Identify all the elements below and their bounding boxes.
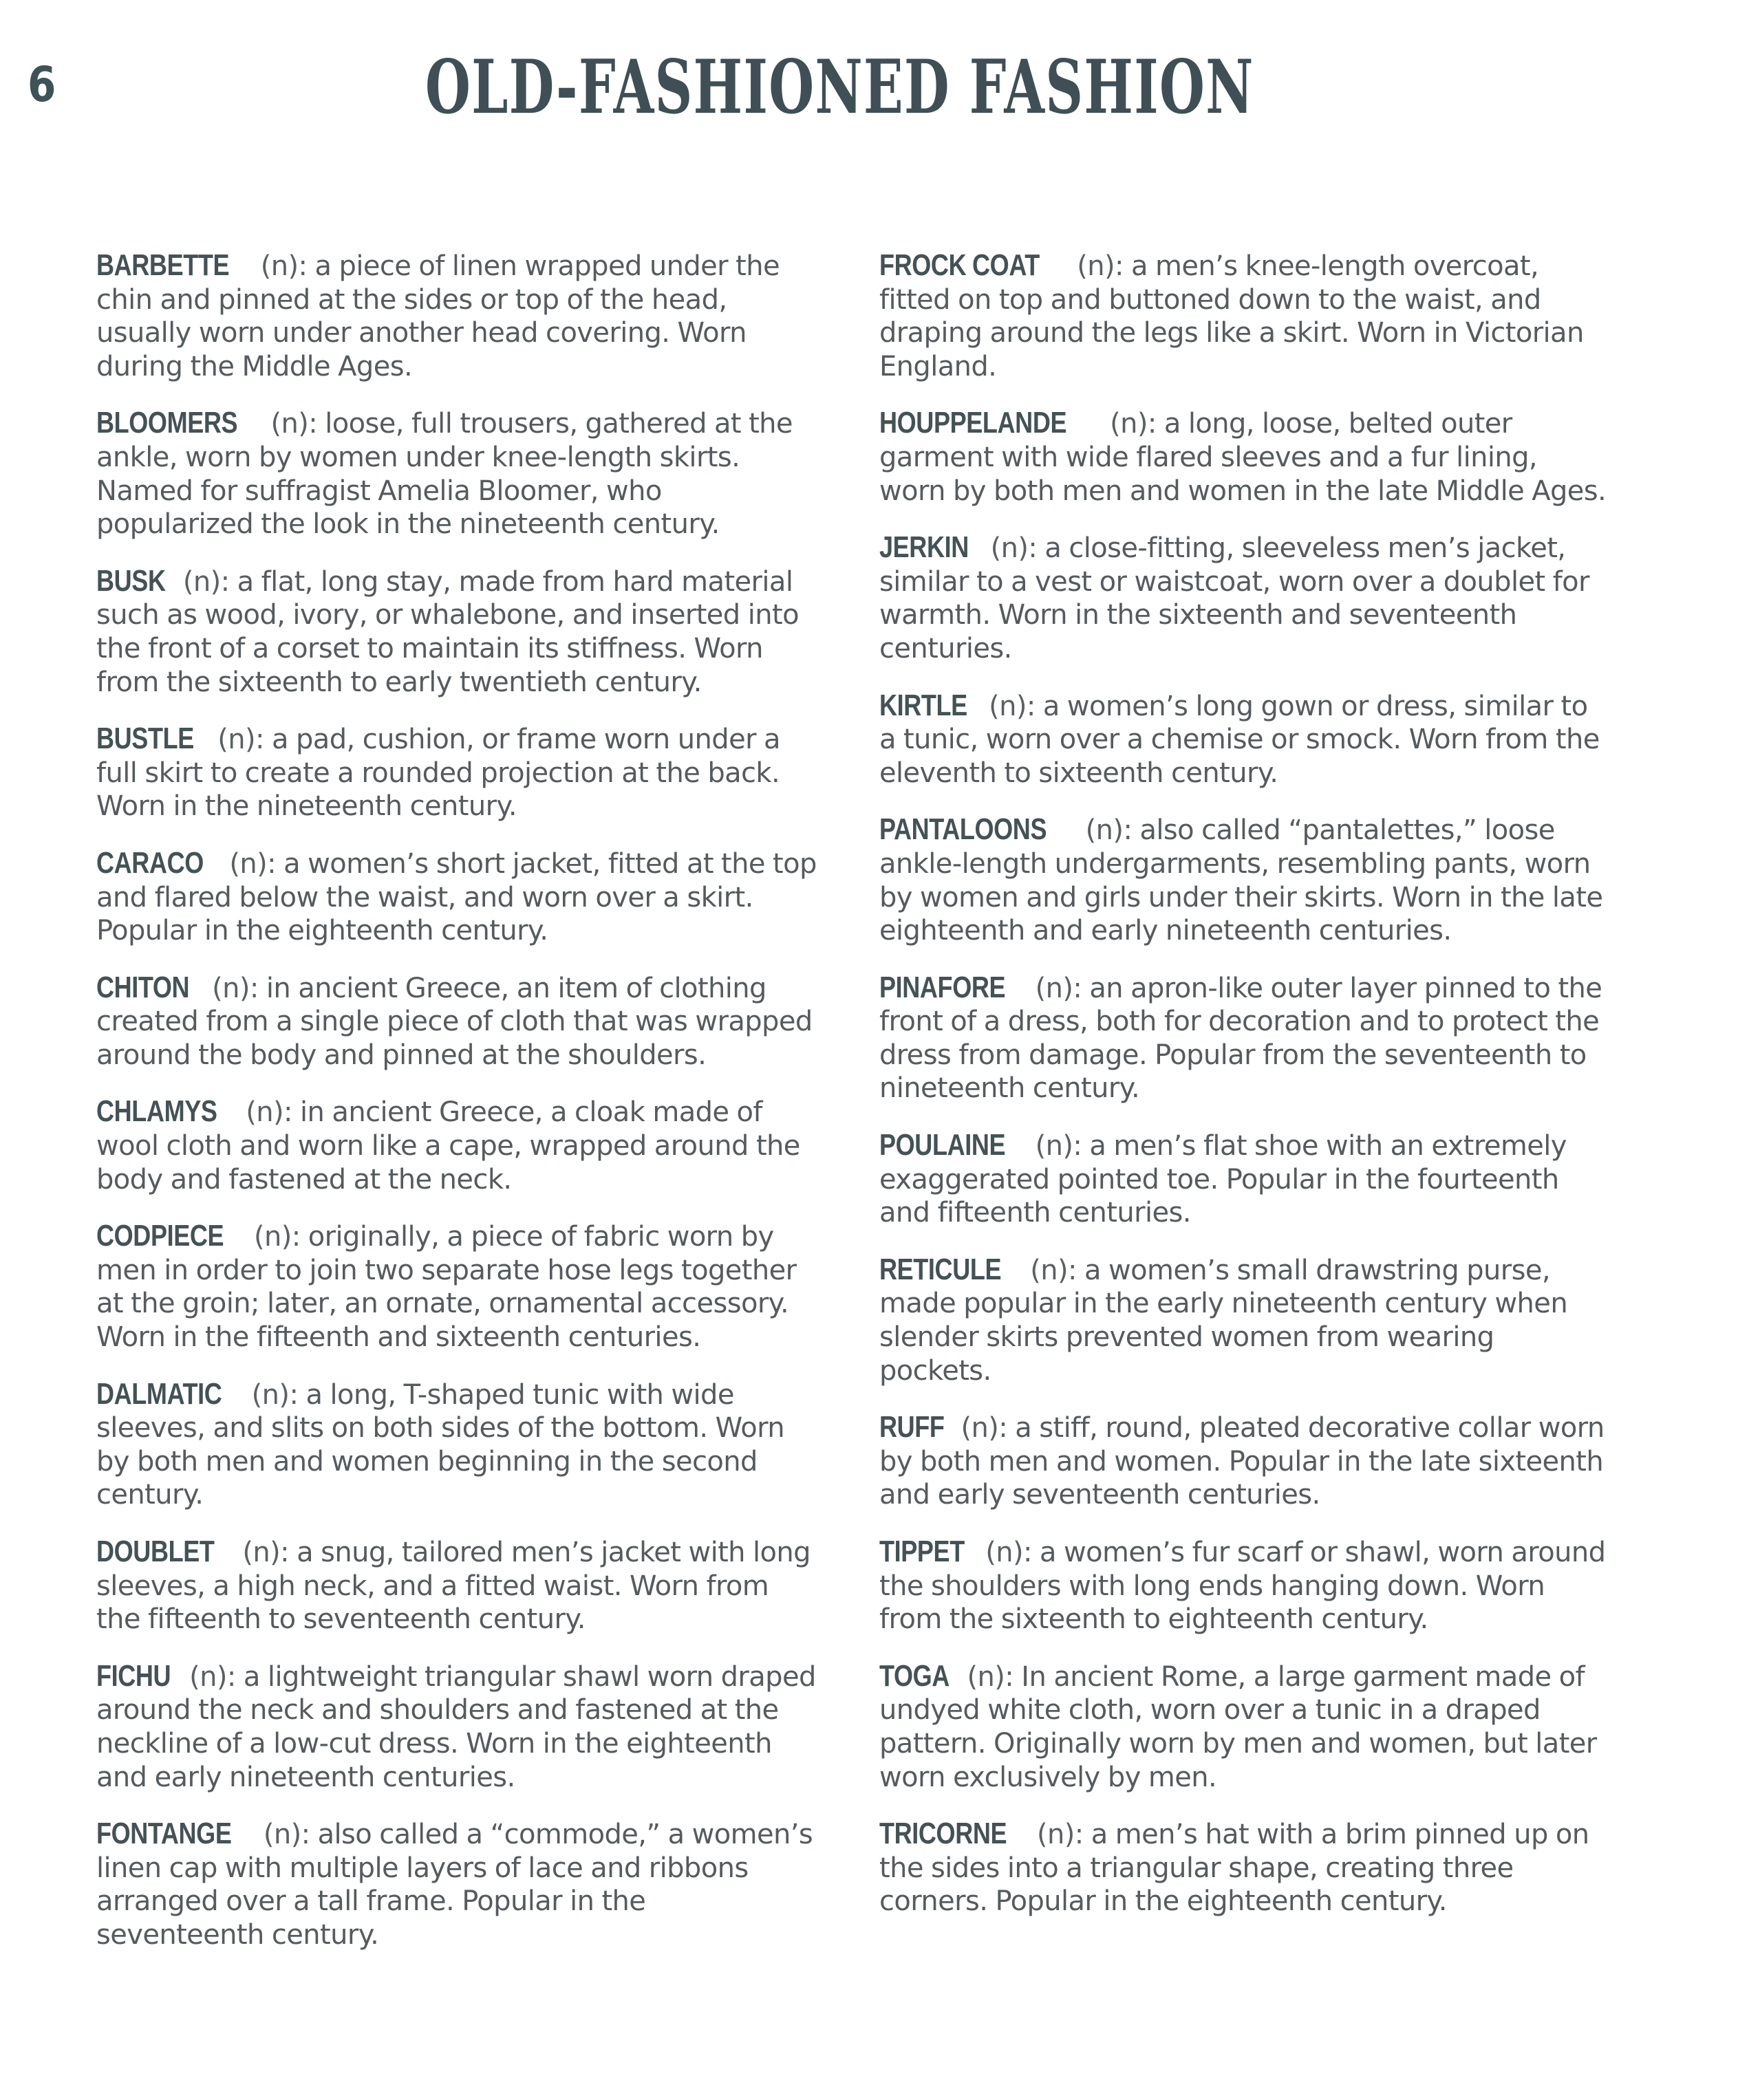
entry-definition: in ancient Greece, a cloak made of wool cloth and worn like a cape, wrapped around the body and fastened at the neck. (96, 1096, 800, 1195)
entry-definition: a stiff, round, pleated decorative collar worn by both men and women. Popular in the late sixteenth and early seventeenth centuries. (879, 1412, 1605, 1511)
entry-part-of-speech: (n): (1069, 250, 1132, 282)
entry-term: POULAINE (879, 1128, 1006, 1162)
entry-part-of-speech: (n): (980, 690, 1043, 722)
page-number: 6 (28, 56, 56, 113)
entry-definition: an apron-like outer layer pinned to the front of a dress, both for decoration and to protect the dress from damage. Popular from the seventeenth to nineteenth century. (879, 972, 1602, 1105)
entry-definition: a men’s flat shoe with an extremely exaggerated pointed toe. Popular in the fourteenth and fifteenth centuries. (879, 1130, 1567, 1229)
glossary-entry-jerkin (879, 531, 1609, 665)
entry-definition: a piece of linen wrapped under the chin and pinned at the sides or top of the head, usually worn under another head covering. Worn during the Middle Ages. (96, 250, 780, 382)
entry-definition: a pad, cushion, or frame worn under a full skirt to create a rounded projection at the back. Worn in the nineteenth century. (96, 724, 780, 823)
entry-definition: a long, T-shaped tunic with wide sleeves, and slits on both sides of the bottom. Worn by both men and women beginning in the second century. (96, 1378, 784, 1511)
entry-part-of-speech: (n): (235, 1537, 297, 1568)
glossary-entry-chiton (96, 971, 819, 1072)
glossary-entry-frock-coat (879, 249, 1609, 383)
entry-term: HOUPPELANDE (879, 406, 1067, 440)
entry-part-of-speech: (n): (1077, 814, 1140, 847)
entry-definition: originally, a piece of fabric worn by men in order to join two separate hose legs together at the groin; later, an ornate, ornamental accessory. Worn in the fifteenth and sixteenth centuries. (96, 1221, 797, 1354)
entry-definition: a lightweight triangular shawl worn draped around the neck and shoulders and fastened at the neckline of a low-cut dress. Worn in the eighteenth and early nineteenth centuries. (96, 1660, 816, 1793)
entry-term: RUFF (879, 1410, 945, 1444)
entry-definition: a close-fitting, sleeveless men’s jacket, similar to a vest or waistcoat, worn over a doublet for warmth. Worn in the sixteenth and seventeenth centuries. (879, 532, 1589, 664)
glossary-entry-bloomers (96, 407, 819, 541)
entry-part-of-speech: (n): (182, 1660, 244, 1693)
entry-part-of-speech: (n): (246, 1221, 308, 1253)
entry-term: CARACO (96, 845, 204, 880)
entry-term: BUSTLE (96, 722, 194, 756)
entry-term: TIPPET (879, 1535, 965, 1568)
entry-term: FONTANGE (96, 1817, 232, 1851)
entry-part-of-speech: (n): (175, 565, 237, 598)
entry-definition: a snug, tailored men’s jacket with long sleeves, a high neck, and a fitted waist. Worn from the fifteenth to seventeenth century. (96, 1537, 811, 1636)
page-title: OLD-FASHIONED FASHION (425, 44, 1254, 131)
entry-definition: a women’s short jacket, fitted at the top and flared below the waist, and worn over a skirt. Popular in the eighteenth century. (96, 847, 817, 947)
entry-term: TRICORNE (879, 1817, 1007, 1851)
entry-term: CODPIECE (96, 1219, 224, 1253)
entry-term: CHLAMYS (96, 1094, 217, 1129)
glossary-entry-dalmatic (96, 1378, 819, 1512)
entry-term: TOGA (879, 1658, 950, 1693)
entry-definition: a women’s long gown or dress, similar to a tunic, worn over a chemise or smock. Worn from the eleventh to sixteenth century. (879, 690, 1600, 789)
entry-part-of-speech: (n): (1029, 1819, 1091, 1851)
entry-part-of-speech: (n): (263, 408, 325, 440)
entry-term: FROCK COAT (879, 248, 1040, 282)
glossary-entry-poulaine (879, 1129, 1609, 1230)
entry-term: BARBETTE (96, 248, 230, 282)
glossary-entry-reticule (879, 1253, 1609, 1387)
glossary-column-left (96, 249, 819, 1975)
glossary-entry-caraco (96, 847, 819, 948)
entry-definition: loose, full trousers, gathered at the ankle, worn by women under knee-length skirts. Named for suffragist Amelia Bloomer, who popularized the look in the nineteenth century. (96, 408, 793, 541)
glossary-entry-toga (879, 1660, 1609, 1794)
entry-part-of-speech: (n): (253, 250, 315, 282)
entry-part-of-speech: (n): (959, 1660, 1022, 1693)
glossary-entry-barbette (96, 249, 819, 383)
entry-part-of-speech: (n): (210, 724, 272, 756)
entry-part-of-speech: (n): (222, 847, 284, 880)
glossary-entry-tricorne (879, 1817, 1609, 1918)
entry-term: BUSK (96, 563, 166, 598)
glossary-entry-busk (96, 565, 819, 699)
entry-term: KIRTLE (879, 688, 967, 722)
glossary-entry-kirtle (879, 689, 1609, 790)
entry-term: DOUBLET (96, 1535, 215, 1568)
entry-part-of-speech: (n): (255, 1819, 318, 1851)
glossary-entry-pantaloons (879, 813, 1609, 947)
entry-definition: a men’s knee-length overcoat, fitted on top and buttoned down to the waist, and draping around the legs like a skirt. Worn in Victorian England. (879, 250, 1584, 382)
glossary-entry-codpiece (96, 1220, 819, 1354)
entry-definition: a flat, long stay, made from hard material such as wood, ivory, or whalebone, and inserted into the front of a corset to maintain its stiffness. Worn from the sixteenth to early twentieth century. (96, 565, 799, 698)
entry-part-of-speech: (n): (1027, 972, 1090, 1004)
entry-definition: also called “pantalettes,” loose ankle-length undergarments, resembling pants, worn by women and girls under their skirts. Worn in the late eighteenth and early nineteenth centuries. (879, 814, 1603, 947)
glossary-column-right (879, 249, 1609, 1942)
entry-term: BLOOMERS (96, 406, 238, 440)
glossary-entry-bustle (96, 722, 819, 823)
glossary-entry-chlamys (96, 1095, 819, 1196)
entry-part-of-speech: (n): (978, 1537, 1040, 1568)
entry-term: FICHU (96, 1658, 171, 1693)
entry-definition: a long, loose, belted outer garment with wide flared sleeves and a fur lining, worn by both men and women in the late Middle Ages. (879, 408, 1607, 507)
entry-definition: a women’s small drawstring purse, made popular in the early nineteenth century when slender skirts prevented women from wearing pockets. (879, 1254, 1568, 1387)
entry-part-of-speech: (n): (1102, 408, 1164, 440)
entry-definition: also called a “commode,” a women’s linen cap with multiple layers of lace and ribbons arranged over a tall frame. Popular in the seventeenth century. (96, 1819, 813, 1951)
glossary-entry-houppelande (879, 407, 1609, 508)
entry-part-of-speech: (n): (244, 1378, 306, 1411)
entry-definition: a women’s fur scarf or shawl, worn around the shoulders with long ends hanging down. Worn from the sixteenth to eighteenth century. (879, 1537, 1606, 1636)
glossary-entry-tippet (879, 1535, 1609, 1636)
entry-term: RETICULE (879, 1252, 1002, 1286)
entry-term: PANTALOONS (879, 812, 1047, 847)
entry-definition: in ancient Greece, an item of clothing created from a single piece of cloth that was wrapped around the body and pinned at the shoulders. (96, 972, 813, 1071)
entry-term: JERKIN (879, 530, 969, 565)
entry-part-of-speech: (n): (983, 532, 1045, 565)
glossary-entry-doublet (96, 1535, 819, 1636)
glossary-entry-ruff (879, 1411, 1609, 1512)
entry-definition: a men’s hat with a brim pinned up on the sides into a triangular shape, creating three corners. Popular in the eighteenth century. (879, 1819, 1589, 1918)
entry-term: PINAFORE (879, 970, 1006, 1004)
glossary-entry-fontange (96, 1817, 819, 1951)
entry-part-of-speech: (n): (1022, 1254, 1084, 1286)
entry-part-of-speech: (n): (204, 972, 266, 1004)
entry-term: DALMATIC (96, 1376, 222, 1411)
glossary-entry-fichu (96, 1660, 819, 1794)
entry-part-of-speech: (n): (238, 1096, 301, 1129)
glossary-entry-pinafore (879, 971, 1609, 1105)
entry-part-of-speech: (n): (953, 1412, 1016, 1444)
entry-definition: In ancient Rome, a large garment made of undyed white cloth, worn over a tunic in a draped pattern. Originally worn by men and women, but later worn exclusively by men. (879, 1660, 1597, 1793)
entry-term: CHITON (96, 970, 190, 1004)
entry-part-of-speech: (n): (1027, 1130, 1090, 1162)
